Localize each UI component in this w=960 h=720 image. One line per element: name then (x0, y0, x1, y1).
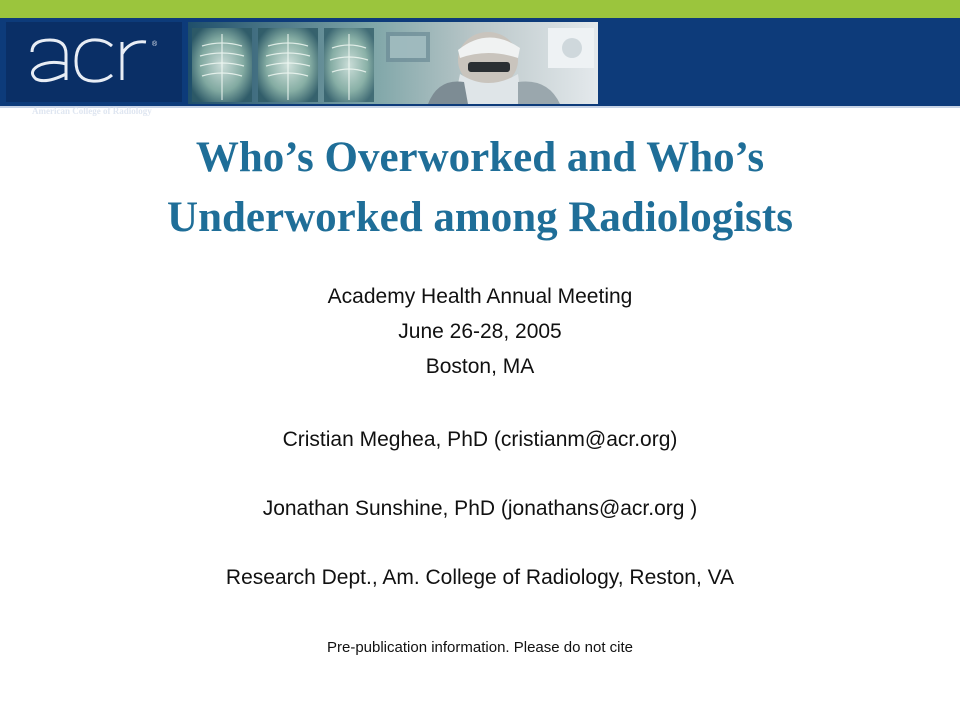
radiology-photo-icon (188, 22, 598, 104)
logo-tagline: American College of Radiology (32, 106, 152, 116)
disclaimer: Pre-publication information. Please do not cite (326, 639, 633, 656)
meeting-dates: June 26-28, 2005 (398, 320, 562, 343)
header-photo-collage (188, 22, 598, 104)
author-2: Jonathan Sunshine, PhD (jonathans@acr.org ) (262, 497, 698, 520)
acr-logo-icon (6, 22, 182, 102)
meeting-location: Boston, MA (425, 355, 535, 378)
affiliation: Research Dept., Am. College of Radiology, Reston, VA (225, 566, 735, 589)
acr-logo (6, 22, 182, 116)
svg-text:®: ® (152, 41, 158, 48)
meeting-name: Academy Health Annual Meeting (327, 285, 633, 308)
author-1: Cristian Meghea, PhD (cristianm@acr.org) (282, 428, 678, 451)
slide-title-line-2: Underworked among Radiologists (167, 194, 793, 241)
top-accent-strip (0, 0, 960, 18)
slide-title-line-1: Who’s Overworked and Who’s (195, 134, 765, 181)
slide-title (40, 128, 920, 248)
